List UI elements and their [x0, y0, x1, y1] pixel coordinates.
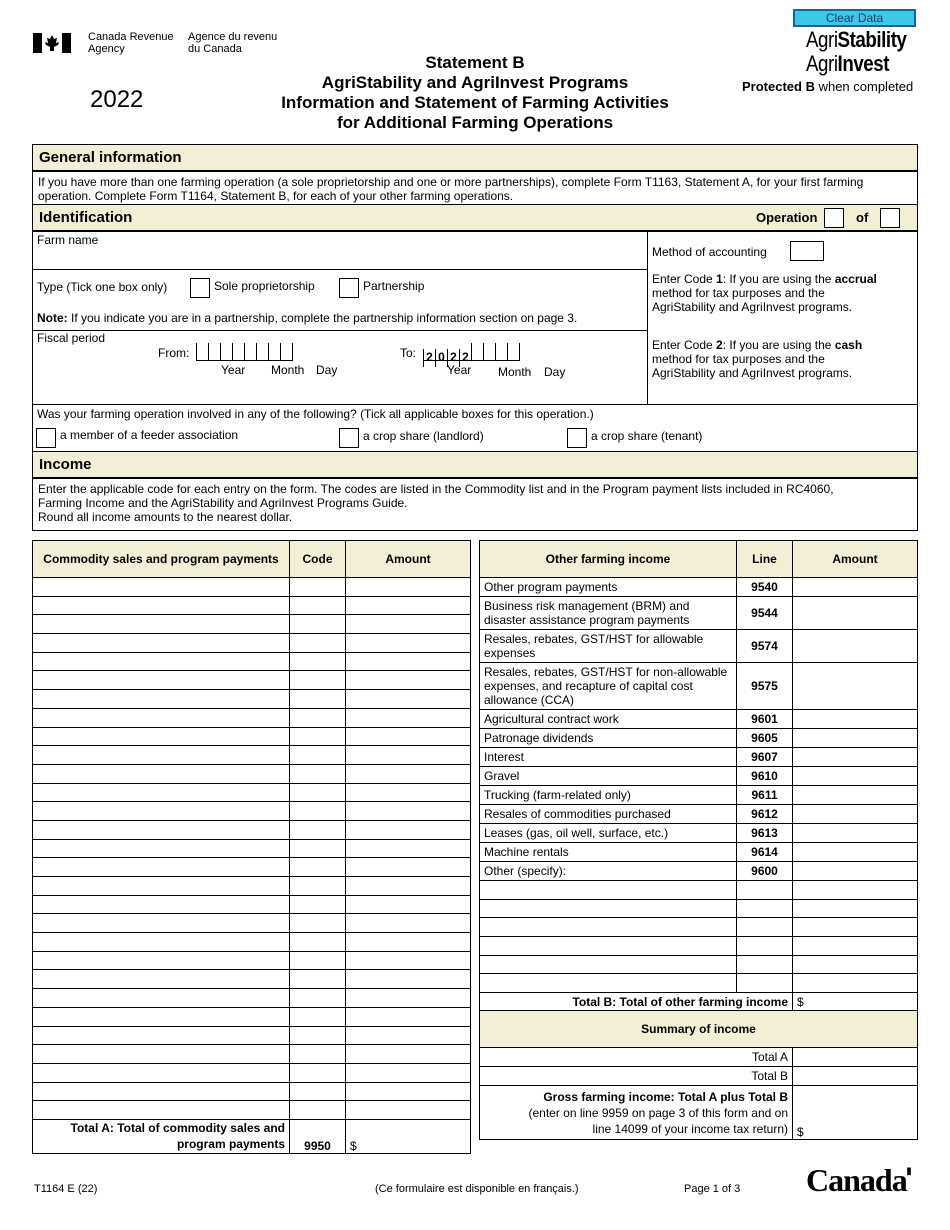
other-income-row [480, 630, 918, 663]
crop-share-landlord-checkbox[interactable] [339, 428, 359, 448]
other-line-input[interactable] [737, 899, 793, 918]
other-income-amount-input[interactable] [793, 748, 918, 767]
total-b-label: Total B: Total of other farming income [480, 993, 793, 1012]
code-input[interactable] [290, 578, 346, 597]
commodity-input[interactable] [33, 989, 290, 1008]
code-input[interactable] [290, 802, 346, 821]
amount-input[interactable] [346, 1101, 471, 1120]
sole-proprietorship-checkbox[interactable] [190, 278, 210, 298]
other-income-amount-input[interactable] [793, 710, 918, 729]
from-label: From: [158, 346, 190, 360]
gross-farming-income-input[interactable]: $ [793, 1086, 918, 1140]
line-number: 9610 [737, 767, 793, 786]
commodity-input[interactable] [33, 820, 290, 839]
partnership-checkbox[interactable] [339, 278, 359, 298]
amount-input[interactable] [346, 596, 471, 615]
other-line-input[interactable] [737, 955, 793, 974]
commodity-row [33, 877, 471, 896]
other-specify-row [480, 974, 918, 993]
other-income-col-header: Other farming income [480, 541, 737, 578]
commodity-input[interactable] [33, 783, 290, 802]
canada-flag-logo [33, 33, 71, 53]
commodity-input[interactable] [33, 895, 290, 914]
line-number: 9601 [737, 710, 793, 729]
commodity-input[interactable] [33, 933, 290, 952]
code-input[interactable] [290, 820, 346, 839]
title-line-1: Statement B [425, 53, 525, 72]
other-line-input[interactable] [737, 881, 793, 900]
commodity-input[interactable] [33, 746, 290, 765]
other-amount-input[interactable] [793, 974, 918, 993]
canada-wordmark: Canada ▮ [806, 1162, 911, 1198]
code-input[interactable] [290, 652, 346, 671]
general-information-heading: General information [32, 144, 918, 171]
commodity-row [33, 858, 471, 877]
other-income-label: Leases (gas, oil well, surface, etc.) [480, 824, 737, 843]
line-number: 9612 [737, 805, 793, 824]
other-income-row [480, 786, 918, 805]
commodity-row [33, 596, 471, 615]
code-input[interactable] [290, 858, 346, 877]
summary-of-income-table [479, 1010, 918, 1140]
amount-input[interactable] [346, 708, 471, 727]
total-b-amount-input[interactable]: $ [793, 993, 918, 1012]
agristability-logo: AgriStability AgriInvest [806, 27, 907, 76]
code-input[interactable] [290, 783, 346, 802]
commodity-row [33, 989, 471, 1008]
code-input[interactable] [290, 914, 346, 933]
canada-wordmark-flag-icon: ▮ [906, 1166, 911, 1177]
crop-share-tenant-label: a crop share (tenant) [591, 429, 703, 443]
commodity-row [33, 727, 471, 746]
total-a-label: Total A: Total of commodity sales and program payments [33, 1119, 290, 1153]
commodity-row [33, 746, 471, 765]
code-input[interactable] [290, 671, 346, 690]
code-input[interactable] [290, 895, 346, 914]
summary-total-b-input[interactable] [793, 1067, 918, 1086]
commodity-input[interactable] [33, 690, 290, 709]
other-income-row [480, 663, 918, 710]
code-input[interactable] [290, 970, 346, 989]
amount-input[interactable] [346, 671, 471, 690]
sole-proprietorship-label: Sole proprietorship [214, 279, 315, 293]
commodity-input[interactable] [33, 708, 290, 727]
code-input[interactable] [290, 764, 346, 783]
other-income-row [480, 748, 918, 767]
commodity-input[interactable] [33, 1082, 290, 1101]
amount-input[interactable] [346, 1007, 471, 1026]
commodity-input[interactable] [33, 1045, 290, 1064]
code-col-header: Code [290, 541, 346, 578]
code-input[interactable] [290, 634, 346, 653]
other-specify-input[interactable] [480, 881, 737, 900]
agency-en: Canada Revenue Agency [88, 31, 174, 55]
other-income-amount-input[interactable] [793, 729, 918, 748]
commodity-input[interactable] [33, 1063, 290, 1082]
amount-input[interactable] [346, 933, 471, 952]
commodity-input[interactable] [33, 970, 290, 989]
general-information-text: If you have more than one farming operation (a sole proprietorship and one or more partnerships), complete Form T1163, Statement A, for your first farming operation. Complete Form T1164, Statement B, for each of your other farming operations. [32, 171, 918, 205]
summary-total-b-label: Total B [480, 1067, 793, 1086]
from-year-label: Year [221, 363, 246, 377]
commodity-row [33, 783, 471, 802]
form-year: 2022 [90, 86, 144, 113]
other-farming-income-table [479, 540, 918, 1012]
total-a-code: 9950 [290, 1119, 346, 1153]
code-input[interactable] [290, 1082, 346, 1101]
other-income-row [480, 843, 918, 862]
other-specify-row [480, 881, 918, 900]
commodity-input[interactable] [33, 596, 290, 615]
line-number: 9614 [737, 843, 793, 862]
other-specify-row [480, 899, 918, 918]
other-line-input[interactable] [737, 937, 793, 956]
to-month-label: Month [498, 365, 532, 379]
commodity-row [33, 690, 471, 709]
identification-heading: Identification Operation of [32, 204, 918, 231]
summary-heading: Summary of income [480, 1011, 918, 1048]
other-income-amount-input[interactable] [793, 663, 918, 710]
amount-input[interactable] [346, 1045, 471, 1064]
other-income-label: Machine rentals [480, 843, 737, 862]
commodity-input[interactable] [33, 1007, 290, 1026]
amount-input[interactable] [346, 895, 471, 914]
commodity-input[interactable] [33, 615, 290, 634]
other-income-label: Other (specify): [480, 862, 737, 881]
involved-question: Was your farming operation involved in any of the following? (Tick all applicable boxes for this operation.) [37, 407, 594, 421]
other-income-amount-input[interactable] [793, 597, 918, 630]
code-input[interactable] [290, 1101, 346, 1120]
commodity-row [33, 1007, 471, 1026]
line-number: 9613 [737, 824, 793, 843]
other-income-label: Agricultural contract work [480, 710, 737, 729]
commodity-row [33, 802, 471, 821]
to-year-digit: 2 [423, 349, 435, 367]
other-income-row [480, 824, 918, 843]
other-income-label: Gravel [480, 767, 737, 786]
other-income-label: Trucking (farm-related only) [480, 786, 737, 805]
clear-data-button[interactable]: Clear Data [793, 9, 916, 27]
income-instructions: Enter the applicable code for each entry on the form. The codes are listed in the Commodity list and in the Program payment lists included in RC4060, Farming Income and the AgriStability and AgriInvest Programs Guide. Round all income amounts to the nearest dollar. [32, 478, 918, 531]
commodity-input[interactable] [33, 839, 290, 858]
feeder-association-label: a member of a feeder association [60, 428, 239, 442]
summary-total-a-label: Total A [480, 1048, 793, 1067]
line-number: 9607 [737, 748, 793, 767]
other-specify-row [480, 918, 918, 937]
commodity-input[interactable] [33, 671, 290, 690]
amount-input[interactable] [346, 764, 471, 783]
fiscal-period-label: Fiscal period [37, 331, 106, 345]
total-a-amount-input[interactable]: $ [346, 1119, 471, 1153]
commodity-row [33, 933, 471, 952]
commodity-row [33, 671, 471, 690]
gross-farming-income-label: Gross farming income: Total A plus Total B (enter on line 9959 on page 3 of this form and on line 14099 of your income tax return) [480, 1086, 793, 1140]
other-specify-input[interactable] [480, 899, 737, 918]
method-accounting-label: Method of accounting [652, 245, 767, 259]
commodity-input[interactable] [33, 877, 290, 896]
code-1-description: Enter Code 1: If you are using the accrual method for tax purposes and the AgriStability and AgriInvest programs. [652, 272, 877, 314]
other-amount-input[interactable] [793, 881, 918, 900]
code-input[interactable] [290, 1063, 346, 1082]
other-income-row [480, 710, 918, 729]
type-label: Type (Tick one box only) [37, 280, 168, 294]
other-specify-input[interactable] [480, 937, 737, 956]
code-input[interactable] [290, 839, 346, 858]
commodity-input[interactable] [33, 634, 290, 653]
amount-input[interactable] [346, 615, 471, 634]
operation-total-input[interactable] [880, 208, 900, 228]
code-input[interactable] [290, 708, 346, 727]
amount-col-header: Amount [346, 541, 471, 578]
commodity-input[interactable] [33, 578, 290, 597]
crop-share-tenant-checkbox[interactable] [567, 428, 587, 448]
commodity-row [33, 708, 471, 727]
commodity-input[interactable] [33, 764, 290, 783]
line-number: 9544 [737, 597, 793, 630]
commodity-row [33, 1063, 471, 1082]
amount-input[interactable] [346, 578, 471, 597]
other-income-row [480, 805, 918, 824]
commodity-input[interactable] [33, 1101, 290, 1120]
to-year-label: Year [447, 363, 472, 377]
commodity-input[interactable] [33, 858, 290, 877]
to-day-label: Day [544, 365, 566, 379]
right-amount-col-header: Amount [793, 541, 918, 578]
code-input[interactable] [290, 596, 346, 615]
title-line-3: Information and Statement of Farming Activities [281, 93, 669, 112]
commodity-row [33, 970, 471, 989]
code-input[interactable] [290, 877, 346, 896]
amount-input[interactable] [346, 839, 471, 858]
to-label: To: [400, 346, 417, 360]
other-income-label: Resales, rebates, GST/HST for non-allowable expenses, and recapture of capital cost allowance (CCA) [480, 663, 737, 710]
other-amount-input[interactable] [793, 955, 918, 974]
fiscal-from-date-input[interactable] [196, 343, 293, 361]
other-specify-row [480, 955, 918, 974]
other-income-amount-input[interactable] [793, 805, 918, 824]
commodity-col-header: Commodity sales and program payments [33, 541, 290, 578]
amount-input[interactable] [346, 746, 471, 765]
line-number: 9611 [737, 786, 793, 805]
code-input[interactable] [290, 1045, 346, 1064]
commodity-row [33, 1101, 471, 1120]
commodity-row [33, 764, 471, 783]
partnership-note: Note: If you indicate you are in a partnership, complete the partnership information section on page 3. [37, 311, 578, 325]
other-specify-input[interactable] [480, 974, 737, 993]
other-income-label: Interest [480, 748, 737, 767]
farm-name-input[interactable] [100, 248, 640, 266]
other-income-row [480, 767, 918, 786]
other-income-amount-input[interactable] [793, 862, 918, 881]
commodity-row [33, 615, 471, 634]
other-income-row [480, 729, 918, 748]
other-income-amount-input[interactable] [793, 630, 918, 663]
commodity-input[interactable] [33, 727, 290, 746]
other-specify-row [480, 937, 918, 956]
commodity-row [33, 1082, 471, 1101]
farm-name-label: Farm name [37, 233, 99, 247]
commodity-input[interactable] [33, 951, 290, 970]
amount-input[interactable] [346, 914, 471, 933]
from-month-label: Month [271, 363, 305, 377]
partnership-label: Partnership [363, 279, 425, 293]
commodity-row [33, 951, 471, 970]
amount-input[interactable] [346, 951, 471, 970]
from-day-label: Day [316, 363, 338, 377]
line-number: 9540 [737, 578, 793, 597]
commodity-row [33, 652, 471, 671]
amount-input[interactable] [346, 652, 471, 671]
code-input[interactable] [290, 933, 346, 952]
other-income-amount-input[interactable] [793, 767, 918, 786]
other-line-input[interactable] [737, 918, 793, 937]
commodity-input[interactable] [33, 1026, 290, 1045]
other-income-amount-input[interactable] [793, 824, 918, 843]
commodity-row [33, 914, 471, 933]
commodity-row [33, 839, 471, 858]
commodity-row [33, 1045, 471, 1064]
amount-input[interactable] [346, 989, 471, 1008]
code-input[interactable] [290, 727, 346, 746]
amount-input[interactable] [346, 858, 471, 877]
commodity-row [33, 820, 471, 839]
other-income-label: Resales, rebates, GST/HST for allowable expenses [480, 630, 737, 663]
other-income-label: Resales of commodities purchased [480, 805, 737, 824]
commodity-input[interactable] [33, 914, 290, 933]
other-income-amount-input[interactable] [793, 786, 918, 805]
line-number: 9574 [737, 630, 793, 663]
other-specify-input[interactable] [480, 955, 737, 974]
line-number: 9575 [737, 663, 793, 710]
commodity-input[interactable] [33, 652, 290, 671]
crop-share-landlord-label: a crop share (landlord) [363, 429, 484, 443]
commodity-input[interactable] [33, 802, 290, 821]
other-income-amount-input[interactable] [793, 578, 918, 597]
other-income-row [480, 862, 918, 881]
fiscal-to-date-input[interactable] [423, 343, 520, 364]
amount-input[interactable] [346, 690, 471, 709]
other-income-label: Other program payments [480, 578, 737, 597]
amount-input[interactable] [346, 634, 471, 653]
amount-input[interactable] [346, 783, 471, 802]
other-income-label: Patronage dividends [480, 729, 737, 748]
line-col-header: Line [737, 541, 793, 578]
of-label: of [856, 210, 869, 225]
amount-input[interactable] [346, 1026, 471, 1045]
other-income-label: Business risk management (BRM) and disaster assistance program payments [480, 597, 737, 630]
other-income-amount-input[interactable] [793, 843, 918, 862]
amount-input[interactable] [346, 970, 471, 989]
operation-label: Operation [756, 210, 818, 225]
commodity-row [33, 895, 471, 914]
commodity-row [33, 578, 471, 597]
agency-fr: Agence du revenu du Canada [188, 31, 278, 55]
other-specify-input[interactable] [480, 918, 737, 937]
code-input[interactable] [290, 690, 346, 709]
other-income-row [480, 597, 918, 630]
amount-input[interactable] [346, 802, 471, 821]
summary-total-a-input[interactable] [793, 1048, 918, 1067]
other-line-input[interactable] [737, 974, 793, 993]
code-2-description: Enter Code 2: If you are using the cash method for tax purposes and the AgriStability and AgriInvest programs. [652, 338, 863, 380]
line-number: 9600 [737, 862, 793, 881]
code-input[interactable] [290, 1007, 346, 1026]
amount-input[interactable] [346, 820, 471, 839]
to-year-digit: 2 [459, 349, 471, 367]
method-accounting-input[interactable] [790, 241, 824, 261]
form-id: T1164 E (22) [34, 1183, 98, 1195]
amount-input[interactable] [346, 727, 471, 746]
protected-b-label: Protected B when completed [742, 79, 914, 94]
code-input[interactable] [290, 1026, 346, 1045]
other-amount-input[interactable] [793, 937, 918, 956]
french-availability-note: (Ce formulaire est disponible en français.) [375, 1183, 579, 1195]
feeder-association-checkbox[interactable] [36, 428, 56, 448]
title-line-4: for Additional Farming Operations [336, 113, 614, 132]
other-income-row [480, 578, 918, 597]
amount-input[interactable] [346, 877, 471, 896]
to-year-digit: 2 [447, 349, 459, 367]
other-amount-input[interactable] [793, 918, 918, 937]
code-input[interactable] [290, 615, 346, 634]
form-title [230, 53, 720, 133]
amount-input[interactable] [346, 1063, 471, 1082]
line-number: 9605 [737, 729, 793, 748]
page-number: Page 1 of 3 [684, 1183, 741, 1195]
commodity-sales-table [32, 540, 471, 1154]
other-amount-input[interactable] [793, 899, 918, 918]
income-heading: Income [32, 451, 918, 478]
operation-number-input[interactable] [824, 208, 844, 228]
amount-input[interactable] [346, 1082, 471, 1101]
title-line-2: AgriStability and AgriInvest Programs [321, 73, 629, 92]
code-input[interactable] [290, 746, 346, 765]
to-year-digit: 0 [435, 349, 447, 367]
code-input[interactable] [290, 951, 346, 970]
commodity-row [33, 1026, 471, 1045]
code-input[interactable] [290, 989, 346, 1008]
commodity-row [33, 634, 471, 653]
